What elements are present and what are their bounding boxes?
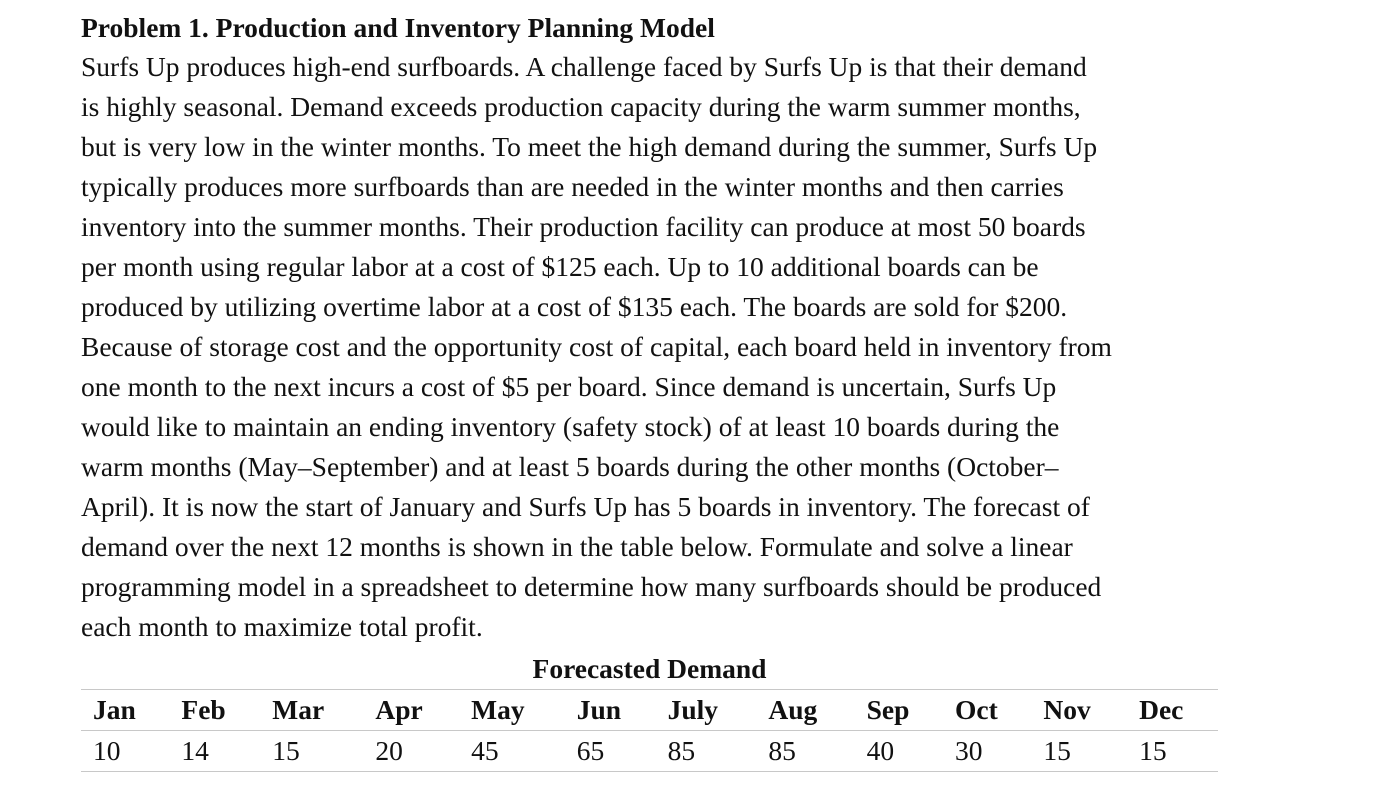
paragraph-line: demand over the next 12 months is shown in the table below. Formulate and solve a linear xyxy=(81,531,1073,562)
demand-cell: 30 xyxy=(954,735,983,766)
demand-cell: 10 xyxy=(93,735,121,766)
month-header: Mar xyxy=(272,694,325,725)
paragraph-line: is highly seasonal. Demand exceeds production capacity during the warm summer months, xyxy=(81,91,1081,122)
demand-cell: 65 xyxy=(576,735,605,766)
month-header: Dec xyxy=(1139,694,1184,725)
paragraph-line: produced by utilizing overtime labor at a cost of $135 each. The boards are sold for $200. xyxy=(81,291,1068,322)
demand-cell: 14 xyxy=(181,735,209,766)
forecasted-demand-table xyxy=(81,689,1218,772)
month-header: Oct xyxy=(954,694,998,725)
paragraph-line: Surfs Up produces high-end surfboards. A challenge faced by Surfs Up is that their demand xyxy=(81,51,1087,82)
month-header: Jan xyxy=(93,694,136,725)
paragraph-line: per month using regular labor at a cost of $125 each. Up to 10 additional boards can be xyxy=(81,251,1039,282)
paragraph-line: programming model in a spreadsheet to determine how many surfboards should be produced xyxy=(81,571,1102,602)
problem-title: Problem 1. Production and Inventory Planning Model xyxy=(81,12,715,43)
demand-cell: 40 xyxy=(866,735,895,766)
table-header-row xyxy=(81,690,1218,731)
paragraph-line: would like to maintain an ending inventory (safety stock) of at least 10 boards during the xyxy=(81,411,1060,442)
paragraph-line: one month to the next incurs a cost of $5 per board. Since demand is uncertain, Surfs Up xyxy=(81,371,1057,402)
table-row xyxy=(81,731,1218,772)
demand-cell: 15 xyxy=(272,735,300,766)
month-header: Nov xyxy=(1043,694,1091,725)
demand-cell: 85 xyxy=(768,735,796,766)
demand-cell: 20 xyxy=(375,735,403,766)
month-header: Apr xyxy=(375,694,423,725)
demand-cell: 85 xyxy=(667,735,696,766)
paragraph-line: but is very low in the winter months. To meet the high demand during the summer, Surfs Up xyxy=(81,131,1098,162)
demand-cell: 45 xyxy=(471,735,499,766)
problem-paragraph xyxy=(81,47,1221,647)
paragraph-line: Because of storage cost and the opportunity cost of capital, each board held in inventory from xyxy=(81,331,1112,362)
problem-document xyxy=(81,9,1221,766)
paragraph-line: typically produces more surfboards than are needed in the winter months and then carries xyxy=(81,171,1064,202)
demand-cell: 15 xyxy=(1139,735,1167,766)
paragraph-line: each month to maximize total profit. xyxy=(81,611,483,642)
paragraph-line: April). It is now the start of January and Surfs Up has 5 boards in inventory. The forecast of xyxy=(81,491,1090,522)
demand-cell: 15 xyxy=(1043,735,1071,766)
table-caption: Forecasted Demand xyxy=(532,653,767,684)
paragraph-line: inventory into the summer months. Their production facility can produce at most 50 boards xyxy=(81,211,1086,242)
paragraph-line: warm months (May–September) and at least 5 boards during the other months (October– xyxy=(81,451,1059,482)
month-header: July xyxy=(667,694,719,725)
month-header: Sep xyxy=(866,694,910,725)
month-header: Aug xyxy=(768,694,818,725)
month-header: May xyxy=(471,694,525,725)
month-header: Feb xyxy=(181,694,226,725)
month-header: Jun xyxy=(576,694,622,725)
